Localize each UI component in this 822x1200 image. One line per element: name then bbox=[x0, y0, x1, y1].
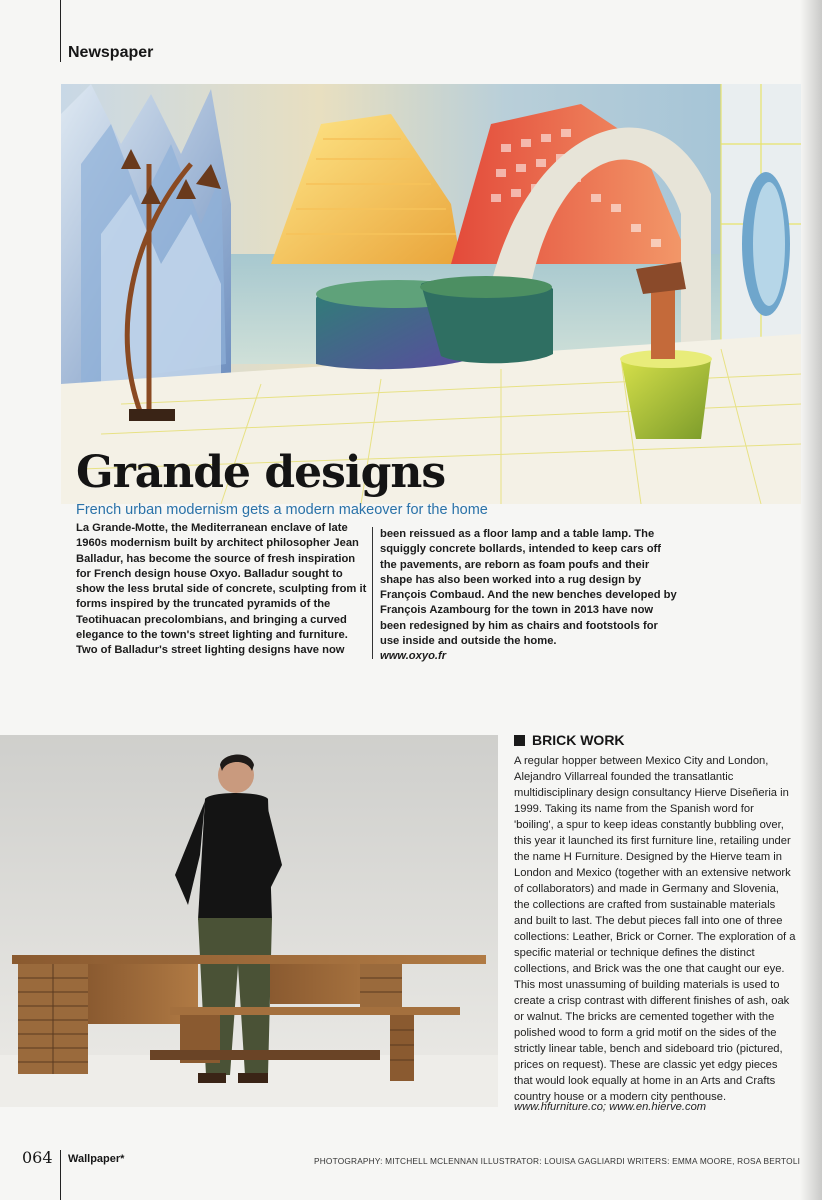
gutter-rule-top bbox=[60, 0, 61, 62]
article-column-1 bbox=[76, 521, 370, 659]
brick-work-heading bbox=[514, 732, 625, 748]
page-number: 064 bbox=[22, 1148, 53, 1167]
photo-credits: PHOTOGRAPHY: MITCHELL MCLENNAN ILLUSTRATOR: LOUISA GAGLIARDI WRITERS: EMMA MOORE, ROSA BERTOLI bbox=[314, 1156, 801, 1166]
magazine-brand: Wallpaper* bbox=[68, 1153, 125, 1165]
column-2-text: been reissued as a floor lamp and a table lamp. The squiggly concrete bollards, intended to keep cars off the pavements, are reborn as foam poufs and their shape has also been worked into a rug design by François Combaud. And the new benches developed by François Azambourg for the town in 2013 have now been redesigned by him as chairs and footstools for use inside and outside the home. bbox=[380, 528, 677, 648]
furniture-photo bbox=[0, 735, 498, 1107]
hfurniture-link[interactable]: www.hfurniture.co; www.en.hierve.com bbox=[514, 1101, 707, 1113]
oxyo-link[interactable]: www.oxyo.fr bbox=[380, 650, 447, 663]
column-divider bbox=[372, 527, 373, 659]
hero-illustration bbox=[61, 84, 801, 504]
article-standfirst: French urban modernism gets a modern makeover for the home bbox=[76, 502, 488, 518]
brick-work-body bbox=[514, 753, 796, 1105]
section-label: Newspaper bbox=[68, 44, 154, 61]
column-1-text: La Grande-Motte, the Mediterranean enclave of late 1960s modernism built by architect philosopher Jean Balladur, has become the source of fresh inspiration for French design house Oxyo. Balladur sought to show the less brutal side of concrete, sculpting from it forms inspired by the truncated pyramids of the Teotihuacan precolombians, and bringing a curved elegance to the town's street lighting and furniture. Two of Balladur's street lighting designs have now bbox=[76, 522, 367, 657]
brick-work-text: A regular hopper between Mexico City and London, Alejandro Villarreal founded the transatlantic multidisciplinary design consultancy Hierve Diseñeria in 1999. Taking its name from the Spanish word for 'boiling', a spur to keep ideas constantly bubbling over, this year it launched its first furniture line, retailing under the name H Furniture. Designed by the Hierve team in London and Mexico (together with an extensive network of collaborators) and made in Germany and Slovenia, the collections are crafted from sustainable materials and built to last. The debut pieces fall into one of three collections: Leather, Brick or Corner. The exploration of a specific material or technique defines the distinct collections, and Brick was the one that caught our eye. This most unassuming of building materials is used to create a crisp contrast with different finishes of ash, oak or walnut. The bricks are cemented together with the polished wood to form a grid motif on the sides of the strictly linear table, bench and sideboard trio (pictured, prices on request). These are classic yet edgy pieces that would look equally at home in an Arts and Crafts country house or a modern city penthouse. bbox=[514, 755, 796, 1103]
article-column-2 bbox=[380, 527, 680, 665]
article-headline: Grande designs bbox=[76, 447, 446, 498]
square-bullet-icon bbox=[514, 735, 525, 746]
brick-work-title: BRICK WORK bbox=[532, 732, 625, 748]
gutter-rule-bottom bbox=[60, 1150, 61, 1200]
page-curl-shadow bbox=[800, 0, 822, 1200]
